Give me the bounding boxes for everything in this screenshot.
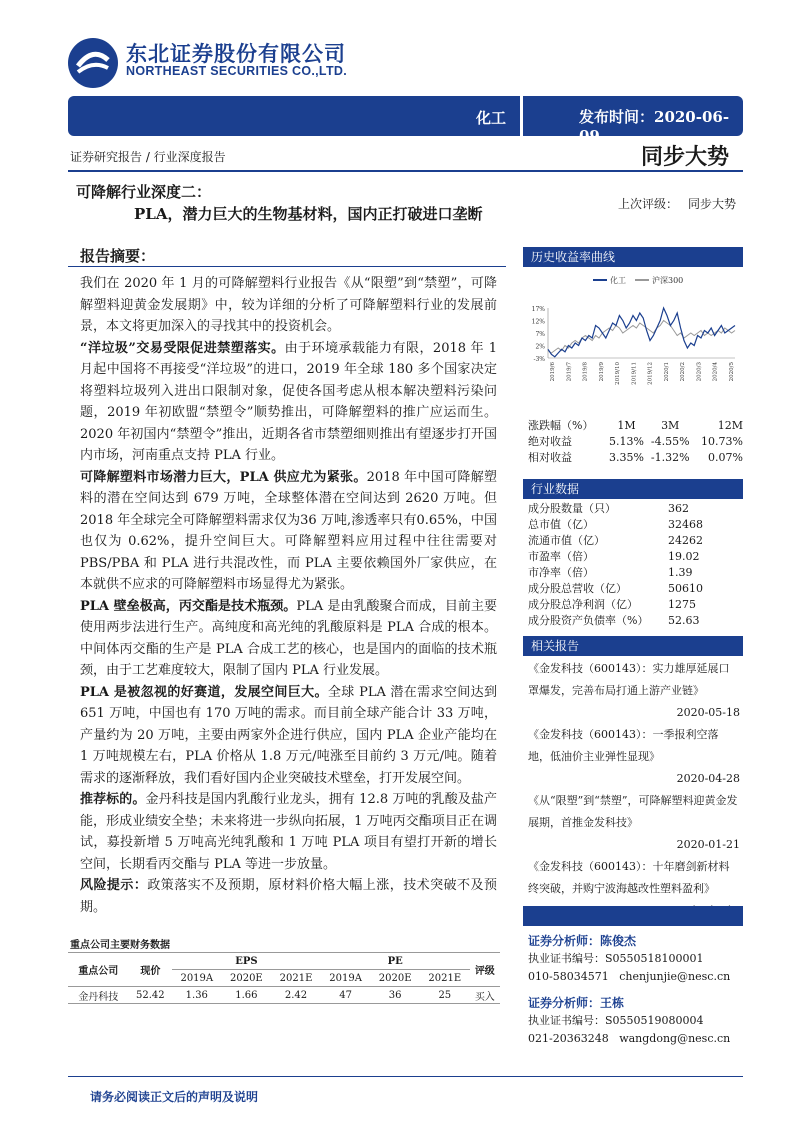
financials-heading: 重点公司主要财务数据: [70, 940, 170, 951]
table-row: [528, 433, 743, 449]
financials-table: [68, 952, 500, 1004]
industry-label: 总市值（亿）: [528, 518, 594, 531]
analyst-email[interactable]: wangdong@nesc.cn: [619, 1032, 731, 1045]
x-tick-label: 2019/12: [647, 362, 654, 385]
breadcrumb: 证券研究报告 / 行业深度报告: [70, 150, 226, 164]
related-report-date: 2020-01-21: [676, 838, 740, 851]
summary-paragraph: PLA 是被忽视的好赛道，发展空间巨大。全球 PLA 潜在需求空间达到 651 万吨，中国也有 170 万吨的需求。而目前全球产能合计 33 万吨，产量约为 20 万吨，主要由两家外企进行供应，国内 PLA 企业产能均在 1 万吨规模左右，PLA 价格从 1.8 万元/吨涨至目前约 3 万元/吨。随着需求的逐渐释放，我们看好国内企业突破技术壁垒，打开发展空间。: [80, 684, 497, 786]
report-title-line1: 可降解行业深度二：: [76, 183, 212, 201]
industry-label: 成分股总营收（亿）: [528, 582, 627, 595]
related-report-link[interactable]: 《金发科技（600143）：实力雄厚延展口罩爆发，完善布局打通上游产业链》: [528, 662, 730, 697]
summary-paragraph: 推荐标的。金丹科技是国内乳酸行业龙头，拥有 12.8 万吨的乳酸及盐产能，形成业绩安全垫；未来将进一步纵向拓展，1 万吨丙交酯项目正在调试，募投新增 5 万吨高光纯乳酸和 1 万吨 PLA 项目有望打开新的增长空间，长期看丙交酯与 PLA 等进一步放量。: [80, 792, 497, 872]
industry-label: 流通市值（亿）: [528, 534, 605, 547]
footer-note: 请务必阅读正文后的声明及说明: [90, 1090, 259, 1104]
fin-col-pe: PE: [321, 953, 470, 970]
related-reports: [528, 658, 740, 922]
x-tick-label: 2019/8: [582, 362, 589, 382]
related-heading: 相关报告: [523, 636, 743, 656]
table-row: [528, 532, 738, 548]
analyst-contact: [528, 1030, 730, 1048]
sector-bar: [68, 96, 520, 136]
analyst-name: 证券分析师：陈俊杰: [528, 934, 637, 948]
industry-value: 50610: [668, 581, 703, 595]
industry-value: 1.39: [668, 565, 693, 579]
fin-rating: 买入: [470, 987, 500, 1004]
logo-mark-icon: [68, 38, 118, 88]
perf-value: -4.55%: [650, 434, 690, 448]
industry-label: 市盈率（倍）: [528, 550, 594, 563]
x-tick-label: 2020/1: [663, 362, 670, 382]
industry-table: [528, 500, 738, 628]
company-name-cn: 东北证券股份有限公司: [126, 42, 346, 66]
fin-header-row: [68, 953, 500, 970]
fin-year: 2020E: [370, 970, 420, 987]
summary-paragraph: 我们在 2020 年 1 月的可降解塑料行业报告《从“限塑”到“禁塑”，可降解塑料迎黄金发展期》中，较为详细的分析了可降解塑料行业的发展前景，本文将更加深入的寻找其中的投资机会。: [80, 276, 497, 334]
company-name-en: NORTHEAST SECURITIES CO.,LTD.: [126, 64, 347, 78]
industry-label: 成分股总净利润（亿）: [528, 598, 638, 611]
industry-label: 成分股数量（只）: [528, 502, 616, 515]
perf-header-12m: 12M: [717, 418, 743, 432]
fin-company: 金丹科技: [68, 987, 129, 1004]
x-tick-label: 2019/7: [566, 362, 573, 382]
analyst-cert: 执业证书编号：S0550518100001: [528, 952, 704, 965]
series-line-chem: [548, 308, 735, 357]
x-tick-label: 2019/9: [598, 362, 605, 382]
x-tick-label: 2019/11: [631, 362, 638, 385]
perf-row-label: 相对收益: [528, 451, 572, 464]
history-return-chart: [523, 270, 743, 390]
perf-value: 0.07%: [708, 450, 743, 464]
table-row: [528, 516, 738, 532]
summary-paragraph: “洋垃圾”交易受限促进禁塑落实。由于环境承载能力有限，2018 年 1 月起中国将不再接受“洋垃圾”的进口，2019 年全球 180 多个国家决定将塑料垃圾列入进出口限制对象，促使各国考虑从根本解决塑料污染问题，2019 年初欧盟“禁塑令”顺势推出，可降解塑料的推广应运而生。2020 年初国内“禁塑令”推出，近期各省市禁塑细则推出有望逐步打开国内市场，河南重点支持 PLA 行业。: [80, 340, 497, 463]
y-tick-label: 17%: [531, 306, 545, 313]
fin-year: 2020E: [222, 970, 272, 987]
x-tick-label: 2020/5: [729, 362, 735, 382]
analyst-phone: 010-58034571: [528, 970, 609, 983]
table-row: [528, 564, 738, 580]
prev-rating: 同步大势: [688, 197, 737, 211]
related-report-link[interactable]: 《金发科技（600143）：十年磨剑新材料终突破，并购宁波海越改性塑料盈利》: [528, 860, 730, 895]
sector-label: 化工: [475, 109, 506, 127]
x-tick-label: 2019/6: [550, 362, 556, 382]
industry-heading: 行业数据: [523, 479, 743, 499]
related-report-date: 2020-04-28: [676, 772, 740, 785]
industry-value: 32468: [668, 517, 703, 531]
fin-year: 2019A: [172, 970, 222, 987]
publish-date: 发布时间：2020-06-09: [579, 108, 730, 145]
y-tick-label: -3%: [533, 356, 545, 363]
fin-value: 25: [420, 987, 470, 1004]
x-tick-label: 2020/4: [712, 362, 719, 382]
report-title-line2: PLA，潜力巨大的生物基材料，国内正打破进口垄断: [134, 205, 483, 223]
perf-header-1m: 1M: [617, 418, 636, 432]
publish-bar: [523, 96, 743, 145]
x-tick-label: 2020/3: [696, 362, 703, 382]
perf-value: 3.35%: [609, 450, 644, 464]
series-line-hs300: [548, 321, 735, 354]
fin-value: 2.42: [271, 987, 321, 1004]
summary-paragraph: 风险提示：政策落实不及预期，原材料价格大幅上涨，技术突破不及预期。: [80, 878, 497, 915]
fin-value: 1.36: [172, 987, 222, 1004]
table-row: [528, 580, 738, 596]
summary-body: [80, 273, 497, 918]
fin-value: 1.66: [222, 987, 272, 1004]
summary-heading: 报告摘要：: [80, 247, 156, 265]
analyst-name: 证券分析师：王栋: [528, 996, 625, 1010]
fin-value: 36: [370, 987, 420, 1004]
y-tick-label: 12%: [531, 318, 545, 326]
fin-value: 47: [321, 987, 371, 1004]
chart-heading: 历史收益率曲线: [523, 247, 743, 267]
table-row: [528, 548, 738, 564]
fin-year: 2021E: [271, 970, 321, 987]
analyst-block: [528, 932, 730, 1048]
fin-col-price: 现价: [129, 953, 172, 987]
x-tick-label: 2020/2: [680, 362, 687, 382]
related-report-link[interactable]: 《从“限塑”到“禁塑”，可降解塑料迎黄金发展期，首推金发科技》: [528, 794, 738, 829]
perf-value: 5.13%: [609, 434, 644, 448]
performance-table: [528, 417, 743, 465]
table-row: [528, 449, 743, 465]
legend-label: 沪深300: [652, 276, 684, 285]
analyst-email[interactable]: chenjunjie@nesc.cn: [619, 970, 731, 983]
table-row: [528, 596, 738, 612]
industry-label: 市净率（倍）: [528, 566, 594, 579]
industry-label: 成分股资产负债率（%）: [528, 614, 649, 627]
summary-paragraph: 可降解塑料市场潜力巨大，PLA 供应尤为紧张。2018 年中国可降解塑料的潜在空间达到 679 万吨，全球整体潜在空间达到 2620 万吨。但2018 年全球完全可降解塑料需求仅为36 万吨,渗透率只有0.65%，中国也仅为 0.62%，提升空间巨大。可降解塑料应用过程中往往需要对 PBS/PBA 和 PLA 进行共混改性，而 PLA 主要依赖国外厂家供应，在本就供不应求的可降解塑料市场显得尤为紧张。: [80, 469, 497, 592]
footer-divider: [68, 1076, 743, 1077]
analyst-bar: [523, 906, 743, 926]
industry-value: 362: [668, 501, 689, 515]
industry-value: 52.63: [668, 613, 700, 627]
fin-year: 2021E: [420, 970, 470, 987]
industry-value: 24262: [668, 533, 703, 547]
related-report-link[interactable]: 《金发科技（600143）：一季报利空落地，低油价主业弹性显现》: [528, 728, 719, 763]
fin-col-company: 重点公司: [68, 953, 129, 987]
industry-value: 19.02: [668, 549, 700, 563]
summary-paragraph: PLA 壁垒极高，丙交酯是技术瓶颈。PLA 是由乳酸聚合而成，目前主要使用两步法进行生产。高纯度和高光纯的乳酸原料是 PLA 合成的根本。中间体丙交酯的生产是 PLA 合成工艺的核心，也是国内的面临的技术瓶颈，由于工艺难度较大，限制了国内 PLA 行业发展。: [80, 598, 498, 678]
industry-value: 1275: [668, 597, 696, 611]
perf-header-3m: 3M: [661, 418, 680, 432]
analyst-cert: 执业证书编号：S0550519080004: [528, 1014, 704, 1027]
performance-header-row: [528, 417, 743, 433]
analyst-phone: 021-20363248: [528, 1032, 609, 1045]
header-divider: [68, 170, 743, 172]
fin-year: 2019A: [321, 970, 371, 987]
fin-price: 52.42: [129, 987, 172, 1004]
related-report-date: 2020-05-18: [676, 706, 740, 719]
y-tick-label: 7%: [535, 331, 545, 338]
table-row: [528, 500, 738, 516]
prev-rating-label: 上次评级：: [618, 197, 679, 211]
fin-col-eps: EPS: [172, 953, 321, 970]
company-logo: [68, 38, 118, 88]
rating-big: 同步大势: [641, 144, 730, 170]
table-row: [528, 612, 738, 628]
perf-row-label: 绝对收益: [528, 435, 572, 448]
fin-col-rating: 评级: [470, 953, 500, 987]
x-tick-label: 2019/10: [615, 362, 622, 385]
legend-label: 化工: [610, 276, 626, 285]
summary-divider: [68, 266, 506, 267]
perf-header-label: 涨跌幅（%）: [528, 419, 594, 432]
perf-value: 10.73%: [701, 434, 743, 448]
analyst-contact: [528, 968, 730, 986]
y-tick-label: 2%: [535, 343, 545, 351]
perf-value: -1.32%: [650, 450, 690, 464]
table-row: [68, 987, 500, 1004]
